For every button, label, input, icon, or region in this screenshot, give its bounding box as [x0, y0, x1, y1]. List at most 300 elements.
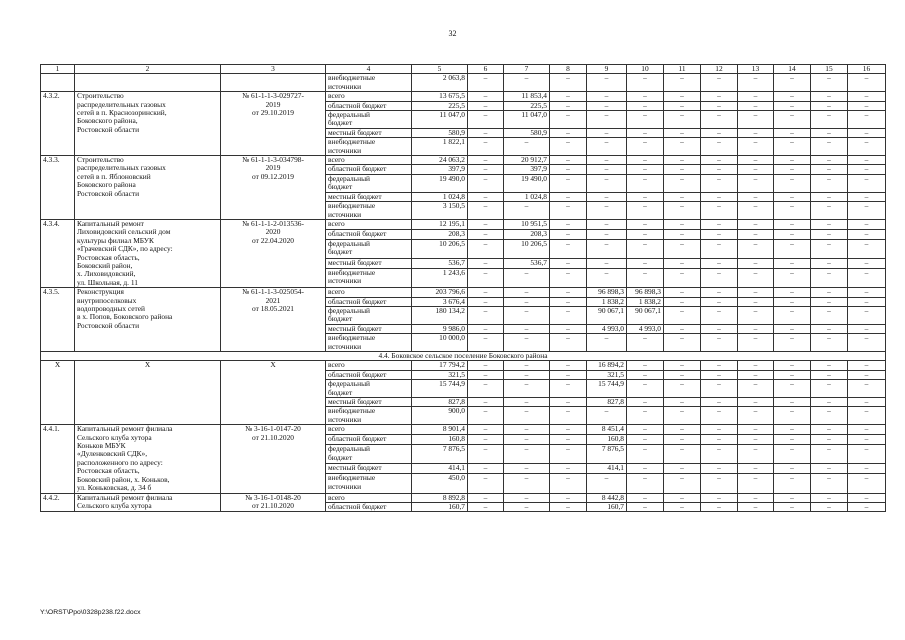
- year-value-cell: 4 993,0: [587, 324, 627, 333]
- year-value-cell: –: [848, 229, 886, 239]
- year-value-cell: –: [848, 464, 886, 474]
- total-amount-cell: 13 675,5: [412, 92, 468, 101]
- year-value-cell: –: [664, 425, 701, 435]
- document-number-cell: № 3-16-1-0147-20 от 21.10.2020: [221, 425, 326, 493]
- year-value-cell: –: [664, 445, 701, 464]
- year-value-cell: –: [811, 493, 848, 502]
- year-value-cell: –: [504, 425, 550, 435]
- year-value-cell: –: [468, 324, 504, 333]
- year-value-cell: –: [811, 502, 848, 511]
- year-value-cell: –: [701, 174, 738, 192]
- year-value-cell: –: [664, 288, 701, 297]
- item-number-cell: 4.3.3.: [41, 156, 75, 220]
- year-value-cell: –: [468, 398, 504, 407]
- year-value-cell: –: [738, 297, 774, 306]
- year-value-cell: –: [738, 493, 774, 502]
- year-value-cell: –: [587, 202, 627, 220]
- year-value-cell: –: [468, 202, 504, 220]
- year-value-cell: –: [550, 128, 587, 137]
- funding-source-cell: местный бюджет: [326, 464, 412, 474]
- year-value-cell: –: [627, 219, 664, 229]
- year-value-cell: –: [587, 240, 627, 259]
- year-value-cell: –: [848, 502, 886, 511]
- object-name-cell: Строительство распределительных газовых сетей в п. Яблоновский Боковского района Ростовской области: [75, 156, 221, 220]
- total-amount-cell: 3 676,4: [412, 297, 468, 306]
- year-value-cell: –: [774, 165, 811, 174]
- section-header-row: [41, 352, 886, 361]
- column-number-row: [41, 65, 886, 74]
- year-value-cell: –: [587, 407, 627, 425]
- total-amount-cell: 225,5: [412, 101, 468, 110]
- year-value-cell: –: [701, 101, 738, 110]
- column-number-3: 3: [221, 65, 326, 74]
- year-value-cell: –: [848, 435, 886, 445]
- year-value-cell: –: [811, 464, 848, 474]
- year-value-cell: –: [627, 101, 664, 110]
- year-value-cell: –: [468, 425, 504, 435]
- total-amount-cell: 180 134,2: [412, 306, 468, 324]
- year-value-cell: –: [468, 74, 504, 92]
- year-value-cell: –: [550, 288, 587, 297]
- year-value-cell: –: [468, 464, 504, 474]
- year-value-cell: –: [738, 156, 774, 165]
- year-value-cell: 1 838,2: [587, 297, 627, 306]
- year-value-cell: –: [701, 192, 738, 201]
- year-value-cell: –: [627, 407, 664, 425]
- year-value-cell: –: [774, 435, 811, 445]
- year-value-cell: –: [504, 297, 550, 306]
- year-value-cell: –: [587, 165, 627, 174]
- year-value-cell: –: [627, 259, 664, 269]
- year-value-cell: –: [550, 229, 587, 239]
- year-value-cell: –: [811, 165, 848, 174]
- year-value-cell: –: [468, 219, 504, 229]
- year-value-cell: –: [738, 445, 774, 464]
- year-value-cell: –: [504, 380, 550, 398]
- year-value-cell: –: [738, 361, 774, 370]
- year-value-cell: –: [811, 324, 848, 333]
- year-value-cell: –: [468, 128, 504, 137]
- year-value-cell: –: [811, 297, 848, 306]
- funding-source-cell: федеральный бюджет: [326, 380, 412, 398]
- year-value-cell: –: [504, 502, 550, 511]
- year-value-cell: –: [848, 407, 886, 425]
- year-value-cell: –: [504, 398, 550, 407]
- year-value-cell: –: [701, 156, 738, 165]
- year-value-cell: –: [664, 259, 701, 269]
- year-value-cell: –: [701, 334, 738, 352]
- year-value-cell: –: [848, 165, 886, 174]
- year-value-cell: –: [664, 192, 701, 201]
- year-value-cell: –: [627, 493, 664, 502]
- total-amount-cell: 11 047,0: [412, 111, 468, 129]
- year-value-cell: –: [811, 111, 848, 129]
- year-value-cell: –: [811, 138, 848, 156]
- year-value-cell: –: [848, 380, 886, 398]
- year-value-cell: –: [701, 306, 738, 324]
- year-value-cell: –: [587, 474, 627, 493]
- year-value-cell: 160,7: [587, 502, 627, 511]
- year-value-cell: –: [811, 435, 848, 445]
- year-value-cell: –: [587, 334, 627, 352]
- year-value-cell: –: [701, 92, 738, 101]
- column-number-6: 6: [468, 65, 504, 74]
- total-amount-cell: 580,9: [412, 128, 468, 137]
- year-value-cell: –: [811, 407, 848, 425]
- year-value-cell: –: [848, 92, 886, 101]
- year-value-cell: –: [738, 111, 774, 129]
- table-row: [41, 219, 886, 229]
- funding-source-cell: федеральный бюджет: [326, 240, 412, 259]
- year-value-cell: –: [848, 219, 886, 229]
- total-amount-cell: 321,5: [412, 370, 468, 379]
- total-amount-cell: 9 986,0: [412, 324, 468, 333]
- year-value-cell: –: [504, 306, 550, 324]
- year-value-cell: –: [627, 445, 664, 464]
- year-value-cell: –: [550, 138, 587, 156]
- total-amount-cell: 15 744,9: [412, 380, 468, 398]
- funding-source-cell: всего: [326, 219, 412, 229]
- year-value-cell: 397,9: [504, 165, 550, 174]
- table-row: [41, 425, 886, 435]
- document-number-cell: № 61-1-1-3-025054- 2021 от 18.05.2021: [221, 288, 326, 352]
- year-value-cell: –: [774, 192, 811, 201]
- year-value-cell: –: [504, 138, 550, 156]
- year-value-cell: –: [701, 502, 738, 511]
- total-amount-cell: 397,9: [412, 165, 468, 174]
- year-value-cell: –: [811, 288, 848, 297]
- year-value-cell: –: [664, 334, 701, 352]
- year-value-cell: –: [848, 128, 886, 137]
- year-value-cell: –: [504, 361, 550, 370]
- year-value-cell: –: [627, 74, 664, 92]
- total-amount-cell: 1 822,1: [412, 138, 468, 156]
- year-value-cell: –: [701, 361, 738, 370]
- year-value-cell: –: [468, 174, 504, 192]
- year-value-cell: –: [550, 361, 587, 370]
- year-value-cell: –: [701, 111, 738, 129]
- year-value-cell: –: [468, 407, 504, 425]
- year-value-cell: –: [738, 380, 774, 398]
- year-value-cell: –: [738, 464, 774, 474]
- year-value-cell: –: [587, 74, 627, 92]
- year-value-cell: –: [587, 156, 627, 165]
- year-value-cell: –: [664, 380, 701, 398]
- year-value-cell: 11 047,0: [504, 111, 550, 129]
- year-value-cell: –: [468, 502, 504, 511]
- column-number-7: 7: [504, 65, 550, 74]
- column-number-15: 15: [811, 65, 848, 74]
- year-value-cell: –: [811, 202, 848, 220]
- year-value-cell: –: [664, 306, 701, 324]
- year-value-cell: –: [468, 92, 504, 101]
- year-value-cell: –: [587, 229, 627, 239]
- year-value-cell: –: [848, 445, 886, 464]
- year-value-cell: –: [774, 425, 811, 435]
- year-value-cell: –: [550, 306, 587, 324]
- year-value-cell: 321,5: [587, 370, 627, 379]
- document-number-cell: X: [221, 361, 326, 425]
- total-amount-cell: 160,8: [412, 435, 468, 445]
- funding-source-cell: федеральный бюджет: [326, 174, 412, 192]
- year-value-cell: –: [738, 334, 774, 352]
- year-value-cell: –: [774, 219, 811, 229]
- total-amount-cell: 414,1: [412, 464, 468, 474]
- year-value-cell: –: [811, 259, 848, 269]
- funding-source-cell: областной бюджет: [326, 229, 412, 239]
- year-value-cell: –: [701, 269, 738, 288]
- year-value-cell: –: [504, 474, 550, 493]
- year-value-cell: –: [738, 101, 774, 110]
- funding-source-cell: внебюджетные источники: [326, 407, 412, 425]
- year-value-cell: –: [587, 269, 627, 288]
- year-value-cell: –: [550, 219, 587, 229]
- year-value-cell: –: [504, 324, 550, 333]
- year-value-cell: 15 744,9: [587, 380, 627, 398]
- year-value-cell: –: [774, 174, 811, 192]
- funding-source-cell: всего: [326, 92, 412, 101]
- year-value-cell: 208,3: [504, 229, 550, 239]
- total-amount-cell: 203 796,6: [412, 288, 468, 297]
- column-number-11: 11: [664, 65, 701, 74]
- year-value-cell: –: [468, 380, 504, 398]
- funding-source-cell: федеральный бюджет: [326, 445, 412, 464]
- funding-source-cell: внебюджетные источники: [326, 334, 412, 352]
- year-value-cell: –: [738, 324, 774, 333]
- column-number-13: 13: [738, 65, 774, 74]
- year-value-cell: –: [550, 202, 587, 220]
- year-value-cell: –: [738, 398, 774, 407]
- year-value-cell: –: [701, 435, 738, 445]
- funding-source-cell: всего: [326, 361, 412, 370]
- year-value-cell: –: [550, 111, 587, 129]
- year-value-cell: –: [738, 92, 774, 101]
- year-value-cell: –: [701, 128, 738, 137]
- year-value-cell: –: [468, 370, 504, 379]
- year-value-cell: 20 912,7: [504, 156, 550, 165]
- year-value-cell: –: [701, 229, 738, 239]
- year-value-cell: 8 451,4: [587, 425, 627, 435]
- item-number-cell: X: [41, 361, 75, 425]
- column-number-8: 8: [550, 65, 587, 74]
- year-value-cell: –: [550, 425, 587, 435]
- funding-source-cell: внебюджетные источники: [326, 74, 412, 92]
- year-value-cell: 414,1: [587, 464, 627, 474]
- year-value-cell: –: [627, 156, 664, 165]
- object-name-cell: Капитальный ремонт филиала Сельского клуба хутора Коньков МБУК «Дуленковский СДК», расположенного по адресу: Ростовская область, Боковский район, х. Коньков, ул. Коньковская, д. 34 б: [75, 425, 221, 493]
- year-value-cell: –: [664, 74, 701, 92]
- year-value-cell: –: [701, 398, 738, 407]
- year-value-cell: –: [774, 269, 811, 288]
- year-value-cell: –: [664, 398, 701, 407]
- column-number-4: 4: [326, 65, 412, 74]
- year-value-cell: –: [627, 380, 664, 398]
- year-value-cell: –: [811, 192, 848, 201]
- year-value-cell: –: [774, 92, 811, 101]
- year-value-cell: –: [738, 288, 774, 297]
- year-value-cell: –: [848, 398, 886, 407]
- year-value-cell: –: [468, 269, 504, 288]
- budget-table-container: [40, 64, 871, 512]
- year-value-cell: –: [774, 474, 811, 493]
- year-value-cell: 10 951,5: [504, 219, 550, 229]
- year-value-cell: 580,9: [504, 128, 550, 137]
- funding-source-cell: местный бюджет: [326, 128, 412, 137]
- funding-source-cell: областной бюджет: [326, 502, 412, 511]
- year-value-cell: –: [701, 202, 738, 220]
- year-value-cell: –: [587, 138, 627, 156]
- year-value-cell: –: [848, 306, 886, 324]
- item-number-cell: 4.3.2.: [41, 92, 75, 156]
- year-value-cell: –: [664, 370, 701, 379]
- total-amount-cell: 24 063,2: [412, 156, 468, 165]
- year-value-cell: –: [848, 288, 886, 297]
- total-amount-cell: 900,0: [412, 407, 468, 425]
- year-value-cell: 225,5: [504, 101, 550, 110]
- year-value-cell: –: [468, 288, 504, 297]
- year-value-cell: –: [738, 435, 774, 445]
- year-value-cell: –: [811, 474, 848, 493]
- year-value-cell: –: [811, 92, 848, 101]
- year-value-cell: –: [774, 380, 811, 398]
- year-value-cell: –: [468, 259, 504, 269]
- year-value-cell: –: [848, 269, 886, 288]
- year-value-cell: –: [627, 111, 664, 129]
- year-value-cell: 4 993,0: [627, 324, 664, 333]
- year-value-cell: –: [468, 240, 504, 259]
- total-amount-cell: 17 794,2: [412, 361, 468, 370]
- year-value-cell: –: [774, 445, 811, 464]
- column-number-9: 9: [587, 65, 627, 74]
- table-row: [41, 288, 886, 297]
- year-value-cell: –: [468, 156, 504, 165]
- year-value-cell: –: [701, 74, 738, 92]
- year-value-cell: –: [664, 464, 701, 474]
- year-value-cell: –: [504, 407, 550, 425]
- year-value-cell: 16 894,2: [587, 361, 627, 370]
- year-value-cell: –: [627, 398, 664, 407]
- year-value-cell: –: [701, 165, 738, 174]
- year-value-cell: –: [468, 229, 504, 239]
- year-value-cell: –: [738, 219, 774, 229]
- year-value-cell: –: [468, 111, 504, 129]
- year-value-cell: –: [664, 219, 701, 229]
- year-value-cell: 10 206,5: [504, 240, 550, 259]
- year-value-cell: –: [811, 269, 848, 288]
- year-value-cell: –: [774, 156, 811, 165]
- year-value-cell: –: [664, 101, 701, 110]
- year-value-cell: –: [701, 297, 738, 306]
- year-value-cell: –: [848, 493, 886, 502]
- year-value-cell: –: [811, 229, 848, 239]
- year-value-cell: –: [738, 269, 774, 288]
- funding-source-cell: внебюджетные источники: [326, 138, 412, 156]
- year-value-cell: –: [738, 138, 774, 156]
- year-value-cell: –: [811, 306, 848, 324]
- document-number-cell: № 61-1-1-3-029727- 2019 от 29.10.2019: [221, 92, 326, 156]
- year-value-cell: –: [664, 361, 701, 370]
- year-value-cell: –: [550, 324, 587, 333]
- column-number-12: 12: [701, 65, 738, 74]
- year-value-cell: –: [468, 306, 504, 324]
- year-value-cell: –: [811, 398, 848, 407]
- item-number-cell: 4.4.2.: [41, 493, 75, 512]
- year-value-cell: 90 067,1: [627, 306, 664, 324]
- year-value-cell: –: [848, 202, 886, 220]
- year-value-cell: –: [774, 288, 811, 297]
- year-value-cell: –: [811, 380, 848, 398]
- year-value-cell: –: [774, 138, 811, 156]
- year-value-cell: –: [627, 435, 664, 445]
- year-value-cell: –: [627, 229, 664, 239]
- year-value-cell: –: [774, 464, 811, 474]
- funding-source-cell: федеральный бюджет: [326, 111, 412, 129]
- year-value-cell: –: [701, 259, 738, 269]
- year-value-cell: –: [550, 370, 587, 379]
- year-value-cell: –: [738, 306, 774, 324]
- year-value-cell: –: [774, 361, 811, 370]
- year-value-cell: –: [848, 174, 886, 192]
- year-value-cell: –: [848, 156, 886, 165]
- funding-source-cell: всего: [326, 493, 412, 502]
- year-value-cell: –: [848, 324, 886, 333]
- object-name-cell: [75, 74, 221, 92]
- year-value-cell: –: [550, 156, 587, 165]
- year-value-cell: –: [627, 370, 664, 379]
- column-number-16: 16: [848, 65, 886, 74]
- year-value-cell: –: [664, 493, 701, 502]
- year-value-cell: –: [550, 101, 587, 110]
- document-number-cell: № 3-16-1-0148-20 от 21.10.2020: [221, 493, 326, 512]
- total-amount-cell: 450,0: [412, 474, 468, 493]
- year-value-cell: –: [701, 407, 738, 425]
- item-number-cell: 4.3.4.: [41, 219, 75, 287]
- year-value-cell: –: [738, 202, 774, 220]
- year-value-cell: –: [774, 259, 811, 269]
- column-number-5: 5: [412, 65, 468, 74]
- year-value-cell: –: [738, 192, 774, 201]
- year-value-cell: –: [664, 138, 701, 156]
- year-value-cell: –: [811, 334, 848, 352]
- funding-source-cell: областной бюджет: [326, 165, 412, 174]
- year-value-cell: –: [550, 380, 587, 398]
- year-value-cell: –: [774, 297, 811, 306]
- funding-source-cell: областной бюджет: [326, 370, 412, 379]
- year-value-cell: –: [738, 174, 774, 192]
- total-amount-cell: 19 490,0: [412, 174, 468, 192]
- year-value-cell: –: [774, 101, 811, 110]
- table-row: [41, 74, 886, 92]
- year-value-cell: –: [848, 138, 886, 156]
- year-value-cell: –: [550, 474, 587, 493]
- year-value-cell: –: [701, 219, 738, 229]
- year-value-cell: –: [738, 502, 774, 511]
- year-value-cell: –: [627, 474, 664, 493]
- total-amount-cell: 827,8: [412, 398, 468, 407]
- total-amount-cell: 160,7: [412, 502, 468, 511]
- year-value-cell: –: [811, 101, 848, 110]
- year-value-cell: –: [811, 361, 848, 370]
- funding-source-cell: всего: [326, 425, 412, 435]
- budget-table-body: [41, 65, 886, 512]
- year-value-cell: –: [550, 92, 587, 101]
- year-value-cell: –: [738, 229, 774, 239]
- year-value-cell: –: [738, 74, 774, 92]
- year-value-cell: –: [811, 156, 848, 165]
- year-value-cell: –: [627, 192, 664, 201]
- year-value-cell: 90 067,1: [587, 306, 627, 324]
- funding-source-cell: местный бюджет: [326, 192, 412, 201]
